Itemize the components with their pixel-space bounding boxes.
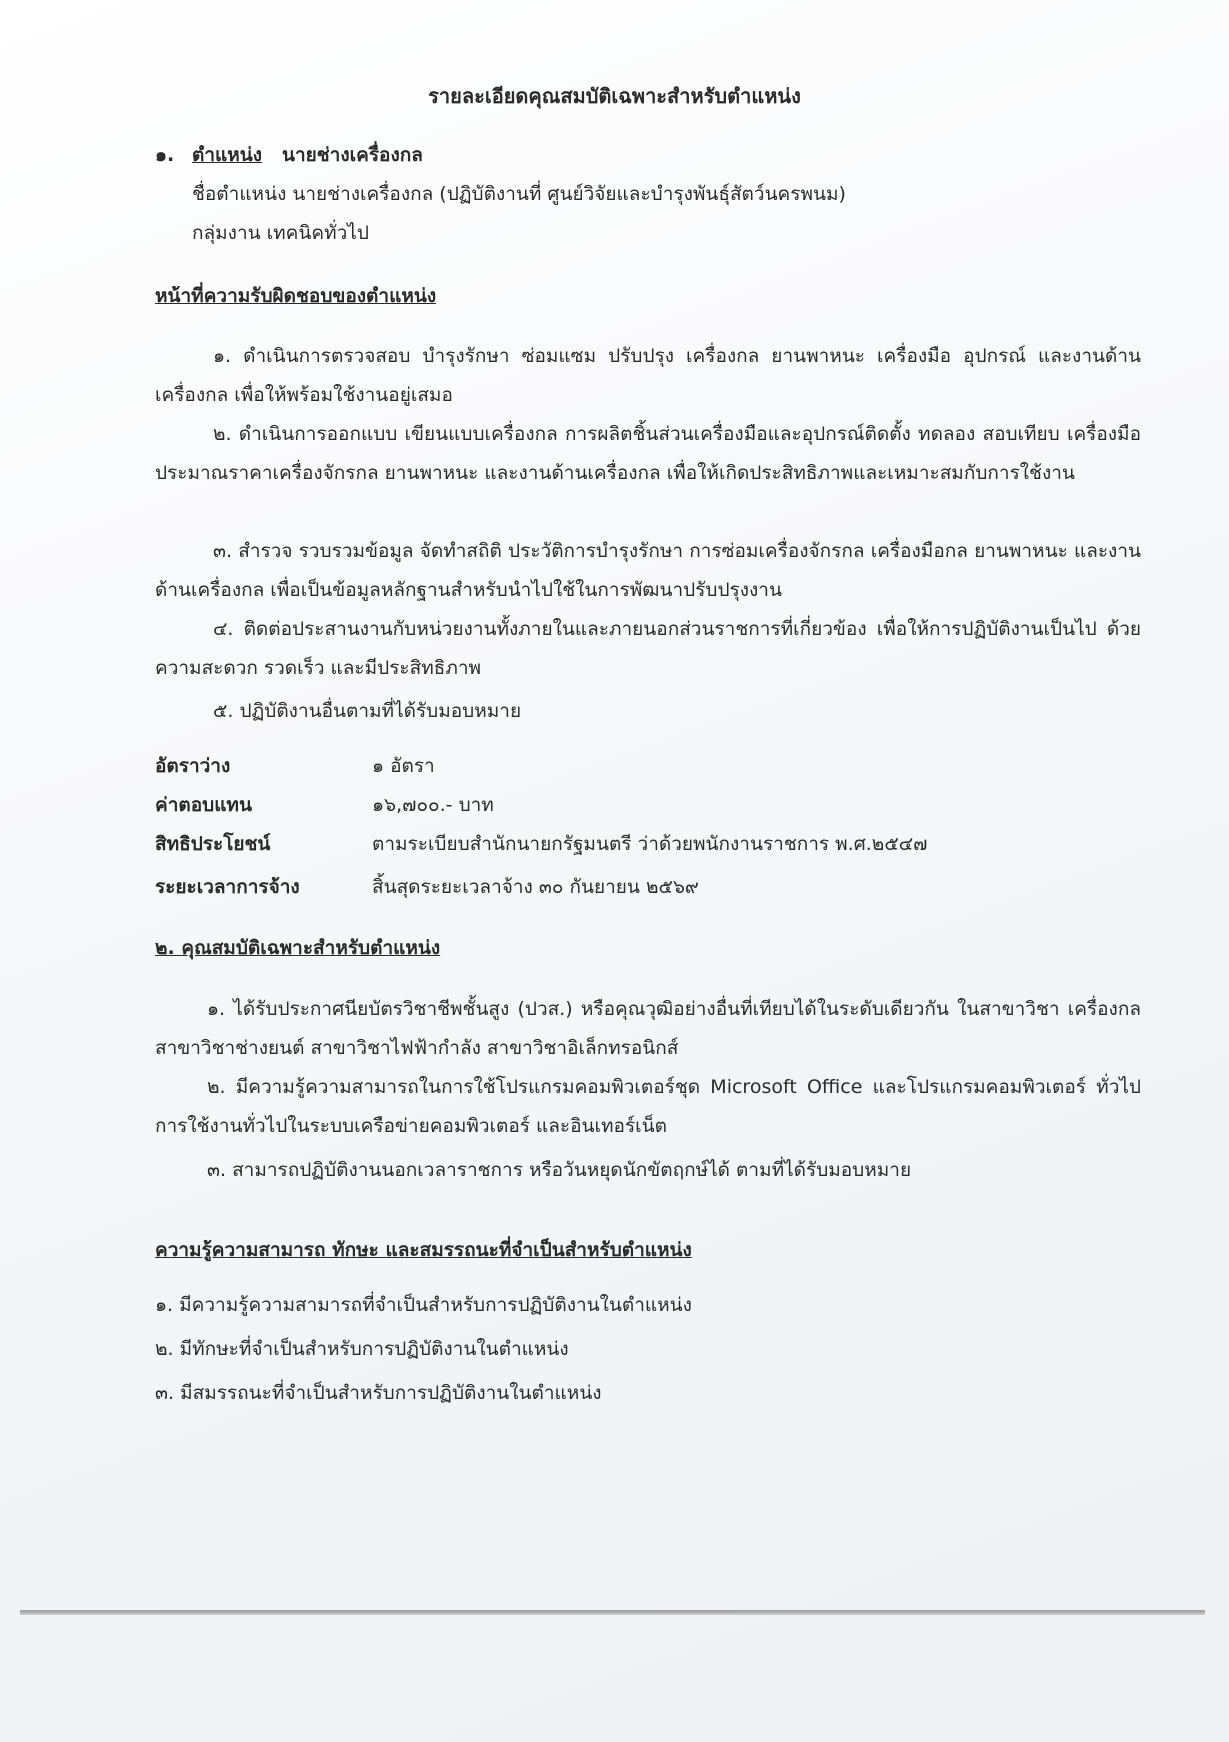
detail-label-benefits: สิทธิประโยชน์: [155, 833, 271, 855]
document-title: รายละเอียดคุณสมบัติเฉพาะสำหรับตำแหน่ง: [428, 84, 801, 108]
detail-value-compensation: ๑๖,๗๐๐.- บาท: [372, 794, 494, 816]
position-name-line: ชื่อตำแหน่ง นายช่างเครื่องกล (ปฏิบัติงานที่ ศูนย์วิจัยและบำรุงพันธุ์สัตว์นครพนม): [192, 183, 846, 205]
duty-item: ๕. ปฏิบัติงานอื่นตามที่ได้รับมอบหมาย: [213, 700, 522, 722]
bottom-divider: [20, 1610, 1205, 1615]
duty-item: ๑. ดำเนินการตรวจสอบ บำรุงรักษา ซ่อมแซม ปรับปรุง เครื่องกล ยานพาหนะ เครื่องมือ อุปกรณ์ และงานด้านเครื่องกล เพื่อให้พร้อมใช้งานอยู่เสมอ: [155, 345, 1141, 406]
qualification-item: ๒. มีความรู้ความสามารถในการใช้โปรแกรมคอมพิวเตอร์ชุด Microsoft Office และโปรแกรมคอมพิวเตอร์ ทั่วไป การใช้งานทั่วไปในระบบเครือข่ายคอมพิวเตอร์ และอินเทอร์เน็ต: [155, 1076, 1141, 1137]
detail-value-vacancy: ๑ อัตรา: [372, 755, 435, 777]
qualification-item: ๓. สามารถปฏิบัติงานนอกเวลาราชการ หรือวันหยุดนักขัตฤกษ์ได้ ตามที่ได้รับมอบหมาย: [207, 1159, 912, 1181]
position-number: ๑.: [155, 144, 175, 166]
duties-heading: หน้าที่ความรับผิดชอบของตำแหน่ง: [155, 285, 437, 307]
position-label: ตำแหน่ง: [192, 144, 263, 166]
competencies-heading: ความรู้ความสามารถ ทักษะ และสมรรถนะที่จำเป็นสำหรับตำแหน่ง: [155, 1239, 692, 1261]
duty-item: ๒. ดำเนินการออกแบบ เขียนแบบเครื่องกล การผลิตชิ้นส่วนเครื่องมือและอุปกรณ์ติดตั้ง ทดลอง สอบเทียบ เครื่องมือ ประมาณราคาเครื่องจักรกล ยานพาหนะ และงานด้านเครื่องกล เพื่อให้เกิดประสิทธิภาพและเหมาะสมกับการใช้งาน: [155, 423, 1141, 484]
duty-item: ๓. สำรวจ รวบรวมข้อมูล จัดทำสถิติ ประวัติการบำรุงรักษา การซ่อมเครื่องจักรกล เครื่องมือกล ยานพาหนะ และงานด้านเครื่องกล เพื่อเป็นข้อมูลหลักฐานสำหรับนำไปใช้ในการพัฒนาปรับปรุงงาน: [155, 540, 1141, 601]
detail-label-vacancy: อัตราว่าง: [155, 755, 231, 777]
detail-label-employment-period: ระยะเวลาการจ้าง: [155, 876, 300, 898]
work-group-line: กลุ่มงาน เทคนิคทั่วไป: [192, 222, 369, 244]
competency-item: ๑. มีความรู้ความสามารถที่จำเป็นสำหรับการปฏิบัติงานในตำแหน่ง: [155, 1294, 692, 1316]
duty-item: ๔. ติดต่อประสานงานกับหน่วยงานทั้งภายในและภายนอกส่วนราชการที่เกี่ยวข้อง เพื่อให้การปฏิบัติงานเป็นไป ด้วยความสะดวก รวดเร็ว และมีประสิทธิภาพ: [155, 618, 1141, 679]
competency-item: ๓. มีสมรรถนะที่จำเป็นสำหรับการปฏิบัติงานในตำแหน่ง: [155, 1382, 602, 1404]
detail-value-benefits: ตามระเบียบสำนักนายกรัฐมนตรี ว่าด้วยพนักงานราชการ พ.ศ.๒๕๔๗: [372, 833, 928, 855]
position-value: นายช่างเครื่องกล: [282, 144, 423, 166]
detail-value-employment-period: สิ้นสุดระยะเวลาจ้าง ๓๐ กันยายน ๒๕๖๙: [372, 876, 699, 898]
detail-label-compensation: ค่าตอบแทน: [155, 794, 252, 816]
qualification-item: ๑. ได้รับประกาศนียบัตรวิชาชีพชั้นสูง (ปวส.) หรือคุณวุฒิอย่างอื่นที่เทียบได้ในระดับเดียวกัน ในสาขาวิชา เครื่องกล สาขาวิชาช่างยนต์ สาขาวิชาไฟฟ้ากำลัง สาขาวิชาอิเล็กทรอนิกส์: [155, 998, 1141, 1059]
qualifications-heading: ๒. คุณสมบัติเฉพาะสำหรับตำแหน่ง: [155, 937, 441, 959]
competency-item: ๒. มีทักษะที่จำเป็นสำหรับการปฏิบัติงานในตำแหน่ง: [155, 1338, 569, 1360]
